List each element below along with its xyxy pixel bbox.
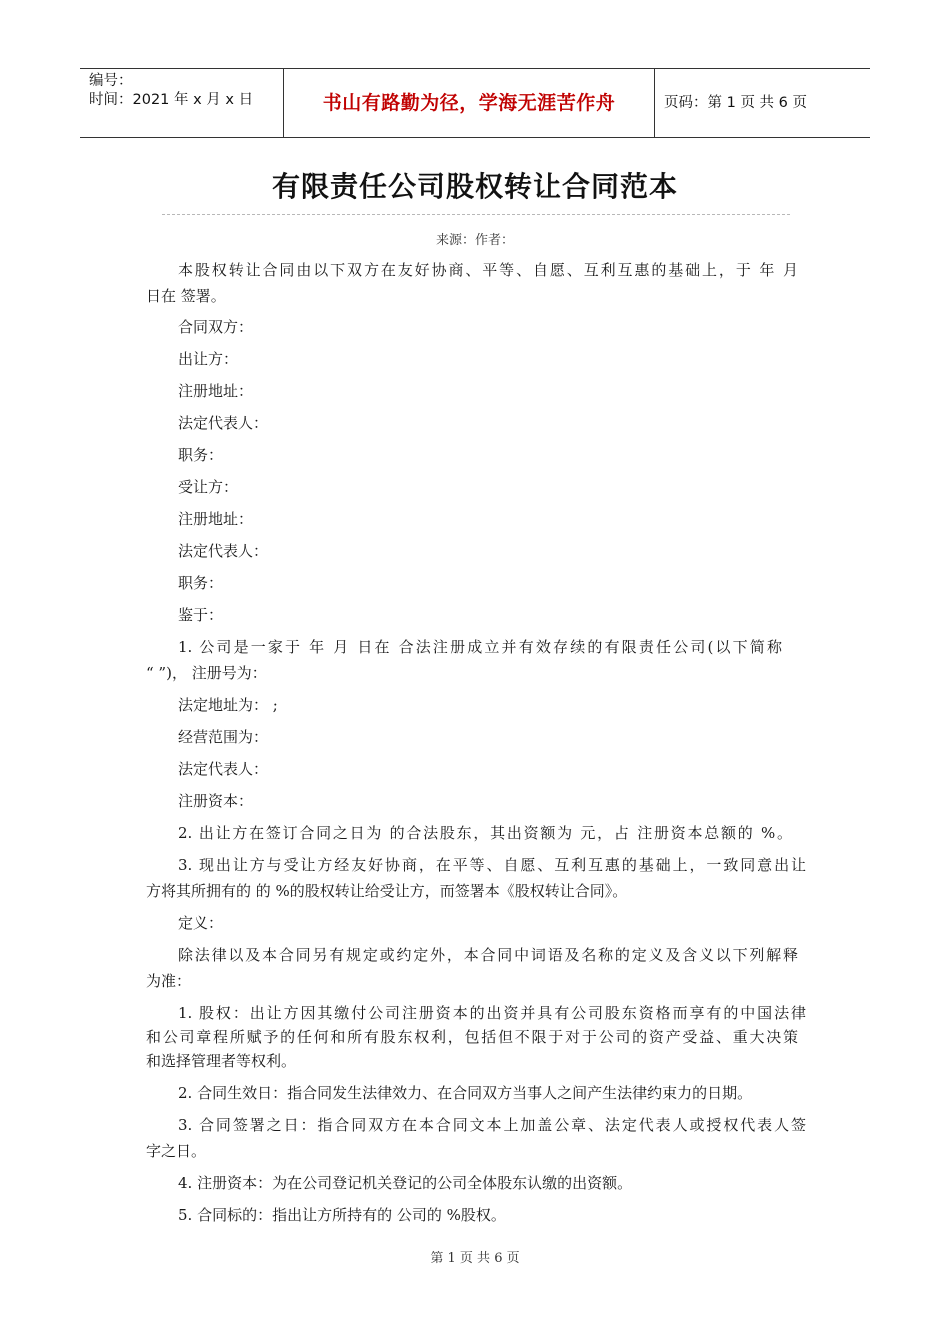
source-line: 来源：作者：	[435, 233, 514, 248]
header-meta	[80, 69, 283, 137]
paragraph-line: 注册地址：	[178, 382, 254, 400]
title-divider	[162, 214, 790, 215]
paragraph-line: 除法律以及本合同另有规定或约定外，本合同中词语及名称的定义及含义以下列解释	[178, 946, 798, 964]
paragraph-line: 定义：	[178, 914, 224, 932]
paragraph-line: 日在 签署。	[146, 287, 226, 305]
paragraph-line: 合同双方：	[178, 318, 254, 336]
paragraph-line: 2. 合同生效日：指合同发生法律效力、在合同双方当事人之间产生法律约束力的日期。	[178, 1084, 753, 1102]
paragraph-line: 注册资本：	[178, 792, 254, 810]
header-motto: 书山有路勤为径，学海无涯苦作舟	[283, 69, 655, 137]
paragraph-line: “ ”)， 注册号为：	[146, 664, 267, 682]
paragraph-line: 和公司章程所赋予的任何和所有股东权利，包括但不限于对于公司的资产受益、重大决策	[146, 1028, 798, 1046]
page-header	[80, 68, 870, 138]
paragraph-line: 方将其所拥有的 的 %的股权转让给受让方，而签署本《股权转让合同》。	[146, 882, 628, 900]
paragraph-line: 1. 公司是一家于 年 月 日在 合法注册成立并有效存续的有限责任公司(以下简称	[178, 638, 782, 656]
document-time: 时间：2021 年 x 月 x 日	[89, 92, 254, 108]
paragraph-line: 职务：	[178, 446, 224, 464]
page-footer: 第 1 页 共 6 页	[430, 1251, 520, 1266]
paragraph-line: 5. 合同标的：指出让方所持有的 公司的 %股权。	[178, 1206, 506, 1224]
paragraph-line: 经营范围为：	[178, 728, 269, 746]
paragraph-line: 法定代表人：	[178, 414, 269, 432]
document-title: 有限责任公司股权转让合同范本	[271, 170, 678, 203]
paragraph-line: 和选择管理者等权利。	[146, 1052, 297, 1070]
paragraph-line: 法定代表人：	[178, 760, 269, 778]
document-number: 编号：	[89, 73, 133, 89]
paragraph-line: 本股权转让合同由以下双方在友好协商、平等、自愿、互利互惠的基础上，于 年 月	[178, 261, 798, 279]
paragraph-line: 受让方：	[178, 478, 239, 496]
paragraph-line: 法定代表人：	[178, 542, 269, 560]
paragraph-line: 法定地址为： ;	[178, 696, 278, 714]
paragraph-line: 为准：	[146, 972, 192, 990]
paragraph-line: 2. 出让方在签订合同之日为 的合法股东，其出资额为 元，占 注册资本总额的 %。	[178, 824, 792, 842]
header-page-number: 页码：第 1 页 共 6 页	[664, 95, 807, 111]
paragraph-line: 3. 合同签署之日：指合同双方在本合同文本上加盖公章、法定代表人或授权代表人签	[178, 1116, 806, 1134]
paragraph-line: 1. 股权：出让方因其缴付公司注册资本的出资并具有公司股东资格而享有的中国法律	[178, 1004, 806, 1022]
paragraph-line: 职务：	[178, 574, 224, 592]
paragraph-line: 字之日。	[146, 1142, 207, 1160]
paragraph-line: 4. 注册资本：为在公司登记机关登记的公司全体股东认缴的出资额。	[178, 1174, 633, 1192]
paragraph-line: 注册地址：	[178, 510, 254, 528]
paragraph-line: 出让方：	[178, 350, 239, 368]
paragraph-line: 鉴于：	[178, 606, 224, 624]
paragraph-line: 3. 现出让方与受让方经友好协商，在平等、自愿、互利互惠的基础上，一致同意出让	[178, 856, 806, 874]
